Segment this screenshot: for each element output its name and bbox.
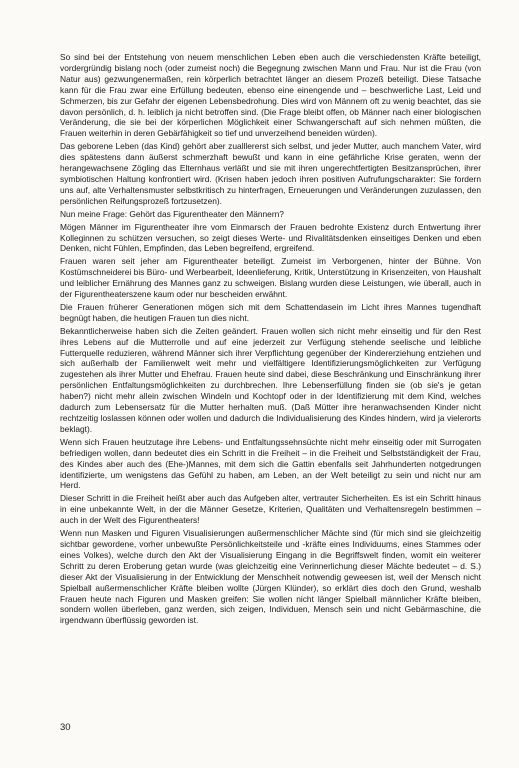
page-number: 30 <box>60 722 71 733</box>
paragraph: Mögen Männer im Figurentheater ihre vom Einmarsch der Frauen bedrohte Existenz durch Entwertung ihrer Kolleginnen zu schützen versuchen, so zeigt dieses Werte- und Rivalitätsdenken einseitiges Denken und eben Denken, nicht Fühlen, Empfinden, das Leben begreifend, ergreifend. <box>60 221 481 254</box>
paragraph: Dieser Schritt in die Freiheit heißt aber auch das Aufgeben alter, vertrauter Sicherheiten. Es ist ein Schritt hinaus in eine unbekannte Welt, in der die Männer Gesetze, Kriterien, Qualitäten und Verhaltensregeln bestimmen – auch in der Welt des Figurentheaters! <box>60 493 481 526</box>
paragraph: Wenn sich Frauen heutzutage ihre Lebens- und Entfaltungssehnsüchte nicht mehr einseitig oder mit Surrogaten befriedigen wollen, dann bedeutet dies ein Schritt in die Freiheit – in die Freiheit und Selbstständigkeit der Frau, des Kindes aber auch des (Ehe-)Mannes, mit dem sich die Gattin ebenfalls seit Jahrhunderten notgedrungen identifizierte, um wenigstens das Gefühl zu haben, am Leben, an der Welt beteiligt zu sein und nicht nur am Herd. <box>60 436 481 491</box>
paragraph-question: Nun meine Frage: Gehört das Figurentheater den Männern? <box>60 208 284 219</box>
paragraph: Die Frauen früherer Generationen mögen sich mit dem Schattendasein im Licht ihres Mannes tugendhaft begnügt haben, die heutigen Frauen tun dies nicht. <box>60 301 481 323</box>
paragraph: Frauen waren seit jeher am Figurentheater beteiligt. Zumeist im Verborgenen, hinter der Bühne. Von Kostümschneiderei bis Büro- und Werbearbeit, Ideenlieferung, Kritik, Unterstützung in Krisenzeiten, von Haushalt und leiblicher Ernährung des Mannes ganz zu schweigen. Bislang wurden diese Leistungen, wie überall, auch in der Figurentheaterszene kaum oder nur bescheiden erwähnt. <box>60 256 481 300</box>
paragraph: Bekanntlicherweise haben sich die Zeiten geändert. Frauen wollen sich nicht mehr einseitig und für den Rest ihres Lebens auf die Mutterrolle und auf eine jederzeit zur Verfügung stehende seelische und leibliche Futterquelle reduzieren, während Männer sich ihrer Verpflichtung gegenüber der Kindererziehung entziehen und sich außerhalb der Familienwelt weit mehr und vielfältigere Identifizierungsmöglichkeiten zur Verfügung zugestehen als ihrer Mutter und Ehefrau. Frauen heute sind dabei, diese Beschränkung und Einschränkung ihrer persönlichen Entfaltungsmöglichkeiten zu durchbrechen. Ihre Lebenserfüllung finden sie (ob sie's je getan haben?) nicht mehr allein zwischen Windeln und Kochtopf oder in der Identifizierung mit dem Kind, welches dadurch zum Lebensersatz für die Mutter herhalten muß. (Daß Mütter ihre heranwachsenden Kinder nicht rechtzeitig loslassen können oder wollen und dadurch die Individualisierung des Kindes hindern, wird ja vielerorts beklagt). <box>60 325 481 434</box>
paragraph: Das geborene Leben (das Kind) gehört aber zualllererst sich selbst, und jeder Mutter, auch manchem Vater, wird dies spätestens dann äußerst schmerzhaft bewußt und kann in eine gefährliche Krise geraten, wenn der herangewachsene Zögling das Elternhaus verläßt und sie mit ihren ungerechtfertigten Besitzansprüchen, ihrer symbiotischen Haltung konfrontiert wird. (Krisen haben jedoch ihren positiven Aufrufungscharakter: Sie fordern uns auf, alte Verhaltensmuster selbstkritisch zu hinterfragen, Erneuerungen und Veränderungen zuzulassen, den persönlichen Reifungsprozeß fortzusetzen). <box>60 141 481 206</box>
paragraph: Wenn nun Masken und Figuren Visualisierungen außermenschlicher Mächte sind (für mich sind sie gleichzeitig sichtbar gewordene, vorher unbewußte Persönlichkeitsteile und -kräfte eines Individuums, eines Stammes oder eines Volkes), welche durch den Akt der Visualisierung Eingang in die Begriffswelt finden, womit ein weiterer Schritt zu deren Eroberung getan wurde (was gleichzeitig eine Verinnerlichung dieser Mächte bedeutet – d. S.) dieser Akt der Visualisierung in der Entwicklung der Menschheit notwendig geweesen ist, weil der Mensch nicht Spielball außermenschlicher Kräfte bleiben wollte (Jürgen Klünder), so erklärt dies doch den Grund, weshalb Frauen heute nach Figuren und Masken greifen: Sie wollen nicht länger Spielball männlicher Kräfte bleiben, sondern wollen überleben, ganz werden, sich zeigen, Individuen, Mensch sein und nicht Gebärmaschine, die irgendwann überflüssig geworden ist. <box>60 528 481 626</box>
paragraph: So sind bei der Entstehung von neuem menschlichen Leben eben auch die verschiedensten Kräfte beteiligt, vordergründig bislang noch (oder zumeist noch) die Begegnung zwischen Mann und Frau. Nur ist die Frau (von Natur aus) gezwungenermaßen, rein körperlich betrachtet länger an diesem Prozeß beteiligt. Diese Tatsache kann für die Frau zwar eine Erfüllung bedeuten, ebenso eine einengende und – beschwerliche Last, Leid und Schmerzen, bis zur Gefahr der eigenen Lebensbedrohung. Dies wird von Männern oft zu wenig beachtet, das sie davon persönlich, d. h. leiblich ja nicht betroffen sind. (Die Frage bleibt offen, ob Männer nach einer biologischen Veränderung, die sie bei der körperlichen Möglichkeit einer Schwangerschaft auf sich nehmen müßten, die Frauen weiterhin in deren Gebärfähigkeit so tief und unverzeihend beneiden würden). <box>60 52 481 139</box>
body-text <box>60 52 481 626</box>
